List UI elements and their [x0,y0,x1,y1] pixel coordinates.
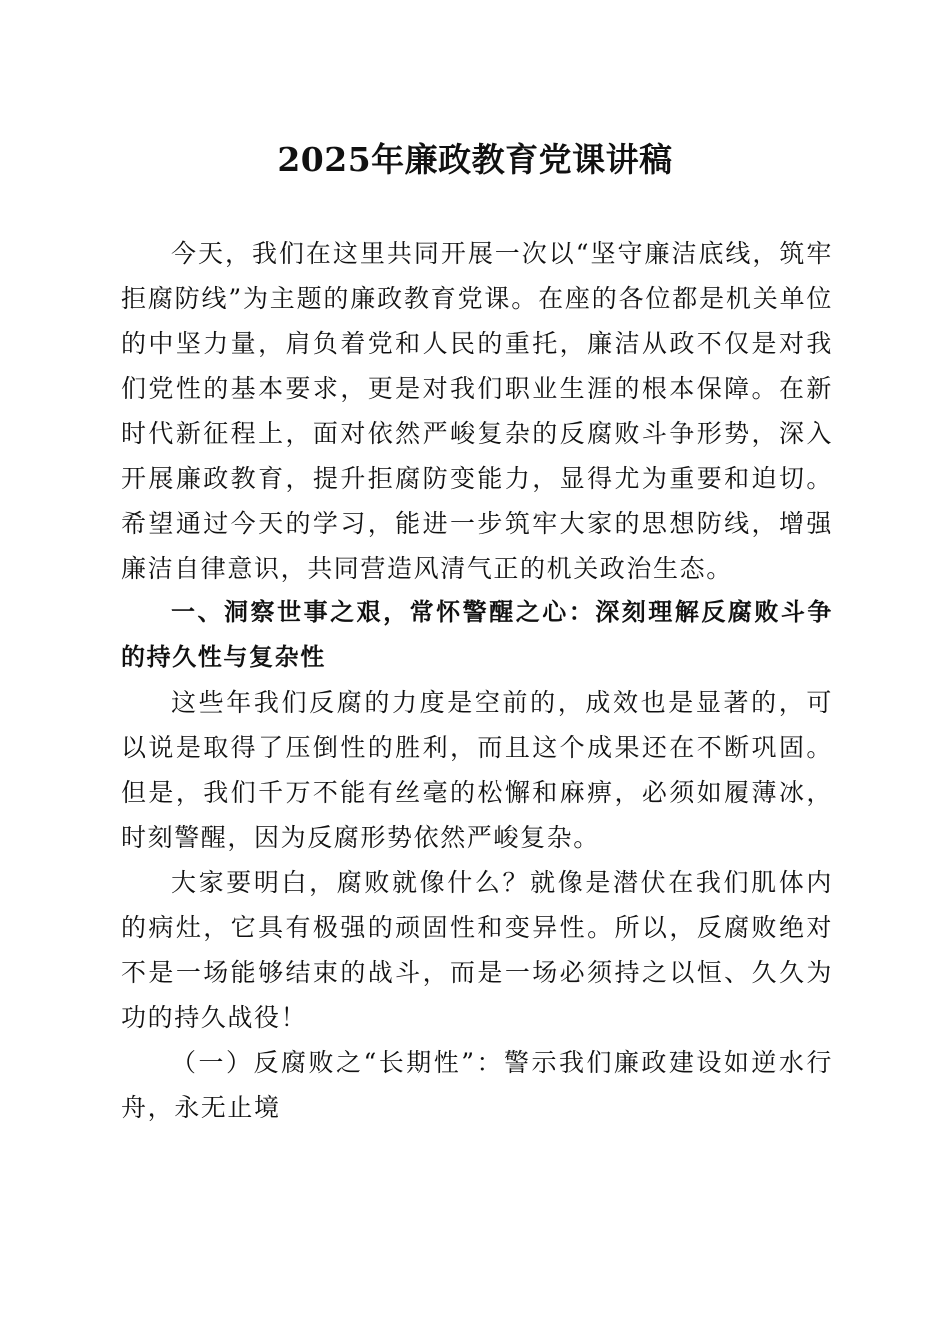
section1-paragraph-2: 大家要明白，腐败就像什么？就像是潜伏在我们肌体内的病灶，它具有极强的顽固性和变异性。所以，反腐败绝对不是一场能够结束的战斗，而是一场必须持之以恒、久久为功的持久战役！ [121,868,833,1032]
intro-paragraph: 今天，我们在这里共同开展一次以“坚守廉洁底线，筑牢拒腐防线”为主题的廉政教育党课。在座的各位都是机关单位的中坚力量，肩负着党和人民的重托，廉洁从政不仅是对我们党性的基本要求，更是对我们职业生涯的根本保障。在新时代新征程上，面对依然严峻复杂的反腐败斗争形势，深入开展廉政教育，提升拒腐防变能力，显得尤为重要和迫切。希望通过今天的学习，能进一步筑牢大家的思想防线，增强廉洁自律意识，共同营造风清气正的机关政治生态。 [121,239,833,583]
subsection-heading-1: （一）反腐败之“长期性”：警示我们廉政建设如逆水行舟，永无止境 [121,1048,833,1122]
section-heading-1: 一、洞察世事之艰，常怀警醒之心：深刻理解反腐败斗争的持久性与复杂性 [121,598,833,671]
document-title: 2025年廉政教育党课讲稿 [277,140,673,179]
section1-paragraph-1: 这些年我们反腐的力度是空前的，成效也是显著的，可以说是取得了压倒性的胜利，而且这个成果还在不断巩固。但是，我们千万不能有丝毫的松懈和麻痹，必须如履薄冰，时刻警醒，因为反腐形势依然严峻复杂。 [121,688,833,852]
